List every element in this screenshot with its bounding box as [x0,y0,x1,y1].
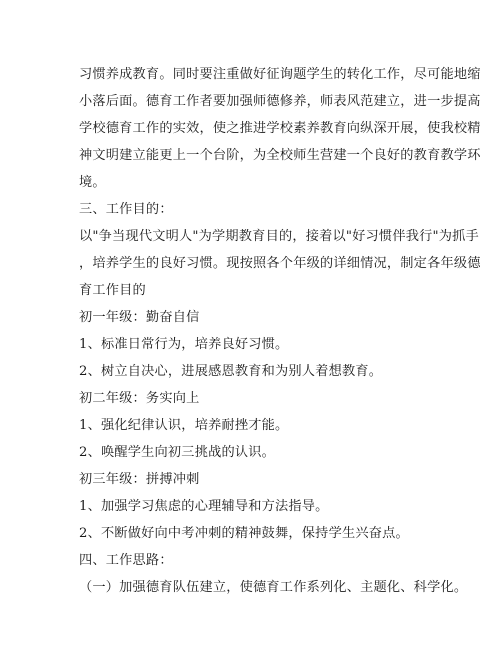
paragraph-line-1: 习惯养成教育。同时要注重做好征询题学生的转化工作，尽可能地缩 [79,67,481,82]
list-item: 1、标准日常行为，培养良好习惯。 [79,337,289,352]
paragraph-line-3: 学校德育工作的实效，使之推进学校素养教育向纵深开展，使我校精 [79,121,481,136]
list-item: 1、加强学习焦虑的心理辅导和方法指导。 [79,499,329,514]
paragraph-line-7: 以"争当现代文明人"为学期教育目的，接着以"好习惯伴我行"为抓手 [79,229,479,244]
grade-heading-2: 初二年级：务实向上 [79,391,200,406]
paragraph-line-2: 小落后面。德育工作者要加强师德修养，师表风范建立，进一步提高 [79,94,481,109]
paragraph-line-4: 神文明建立能更上一个台阶，为全校师生营建一个良好的教育教学环 [79,148,481,163]
section-heading-approach: 四、工作思路： [79,553,173,568]
section-heading-goals: 三、工作目的： [79,202,173,217]
list-item: 1、强化纪律认识，培养耐挫才能。 [79,418,289,433]
paragraph-line-9: 育工作目的 [79,283,146,298]
grade-heading-1: 初一年级：勤奋自信 [79,310,200,325]
paragraph-line-5: 境。 [79,175,106,190]
subsection-heading: （一）加强德育队伍建立，使德育工作系列化、主题化、科学化。 [79,580,468,595]
list-item: 2、树立自决心，进展感恩教育和为别人着想教育。 [79,364,383,379]
paragraph-line-8: ，培养学生的良好习惯。现按照各个年级的详细情况，制定各年级德 [79,256,481,271]
list-item: 2、不断做好向中考冲刺的精神鼓舞，保持学生兴奋点。 [79,526,409,541]
grade-heading-3: 初三年级：拼搏冲刺 [79,472,200,487]
list-item: 2、唤醒学生向初三挑战的认识。 [79,445,276,460]
